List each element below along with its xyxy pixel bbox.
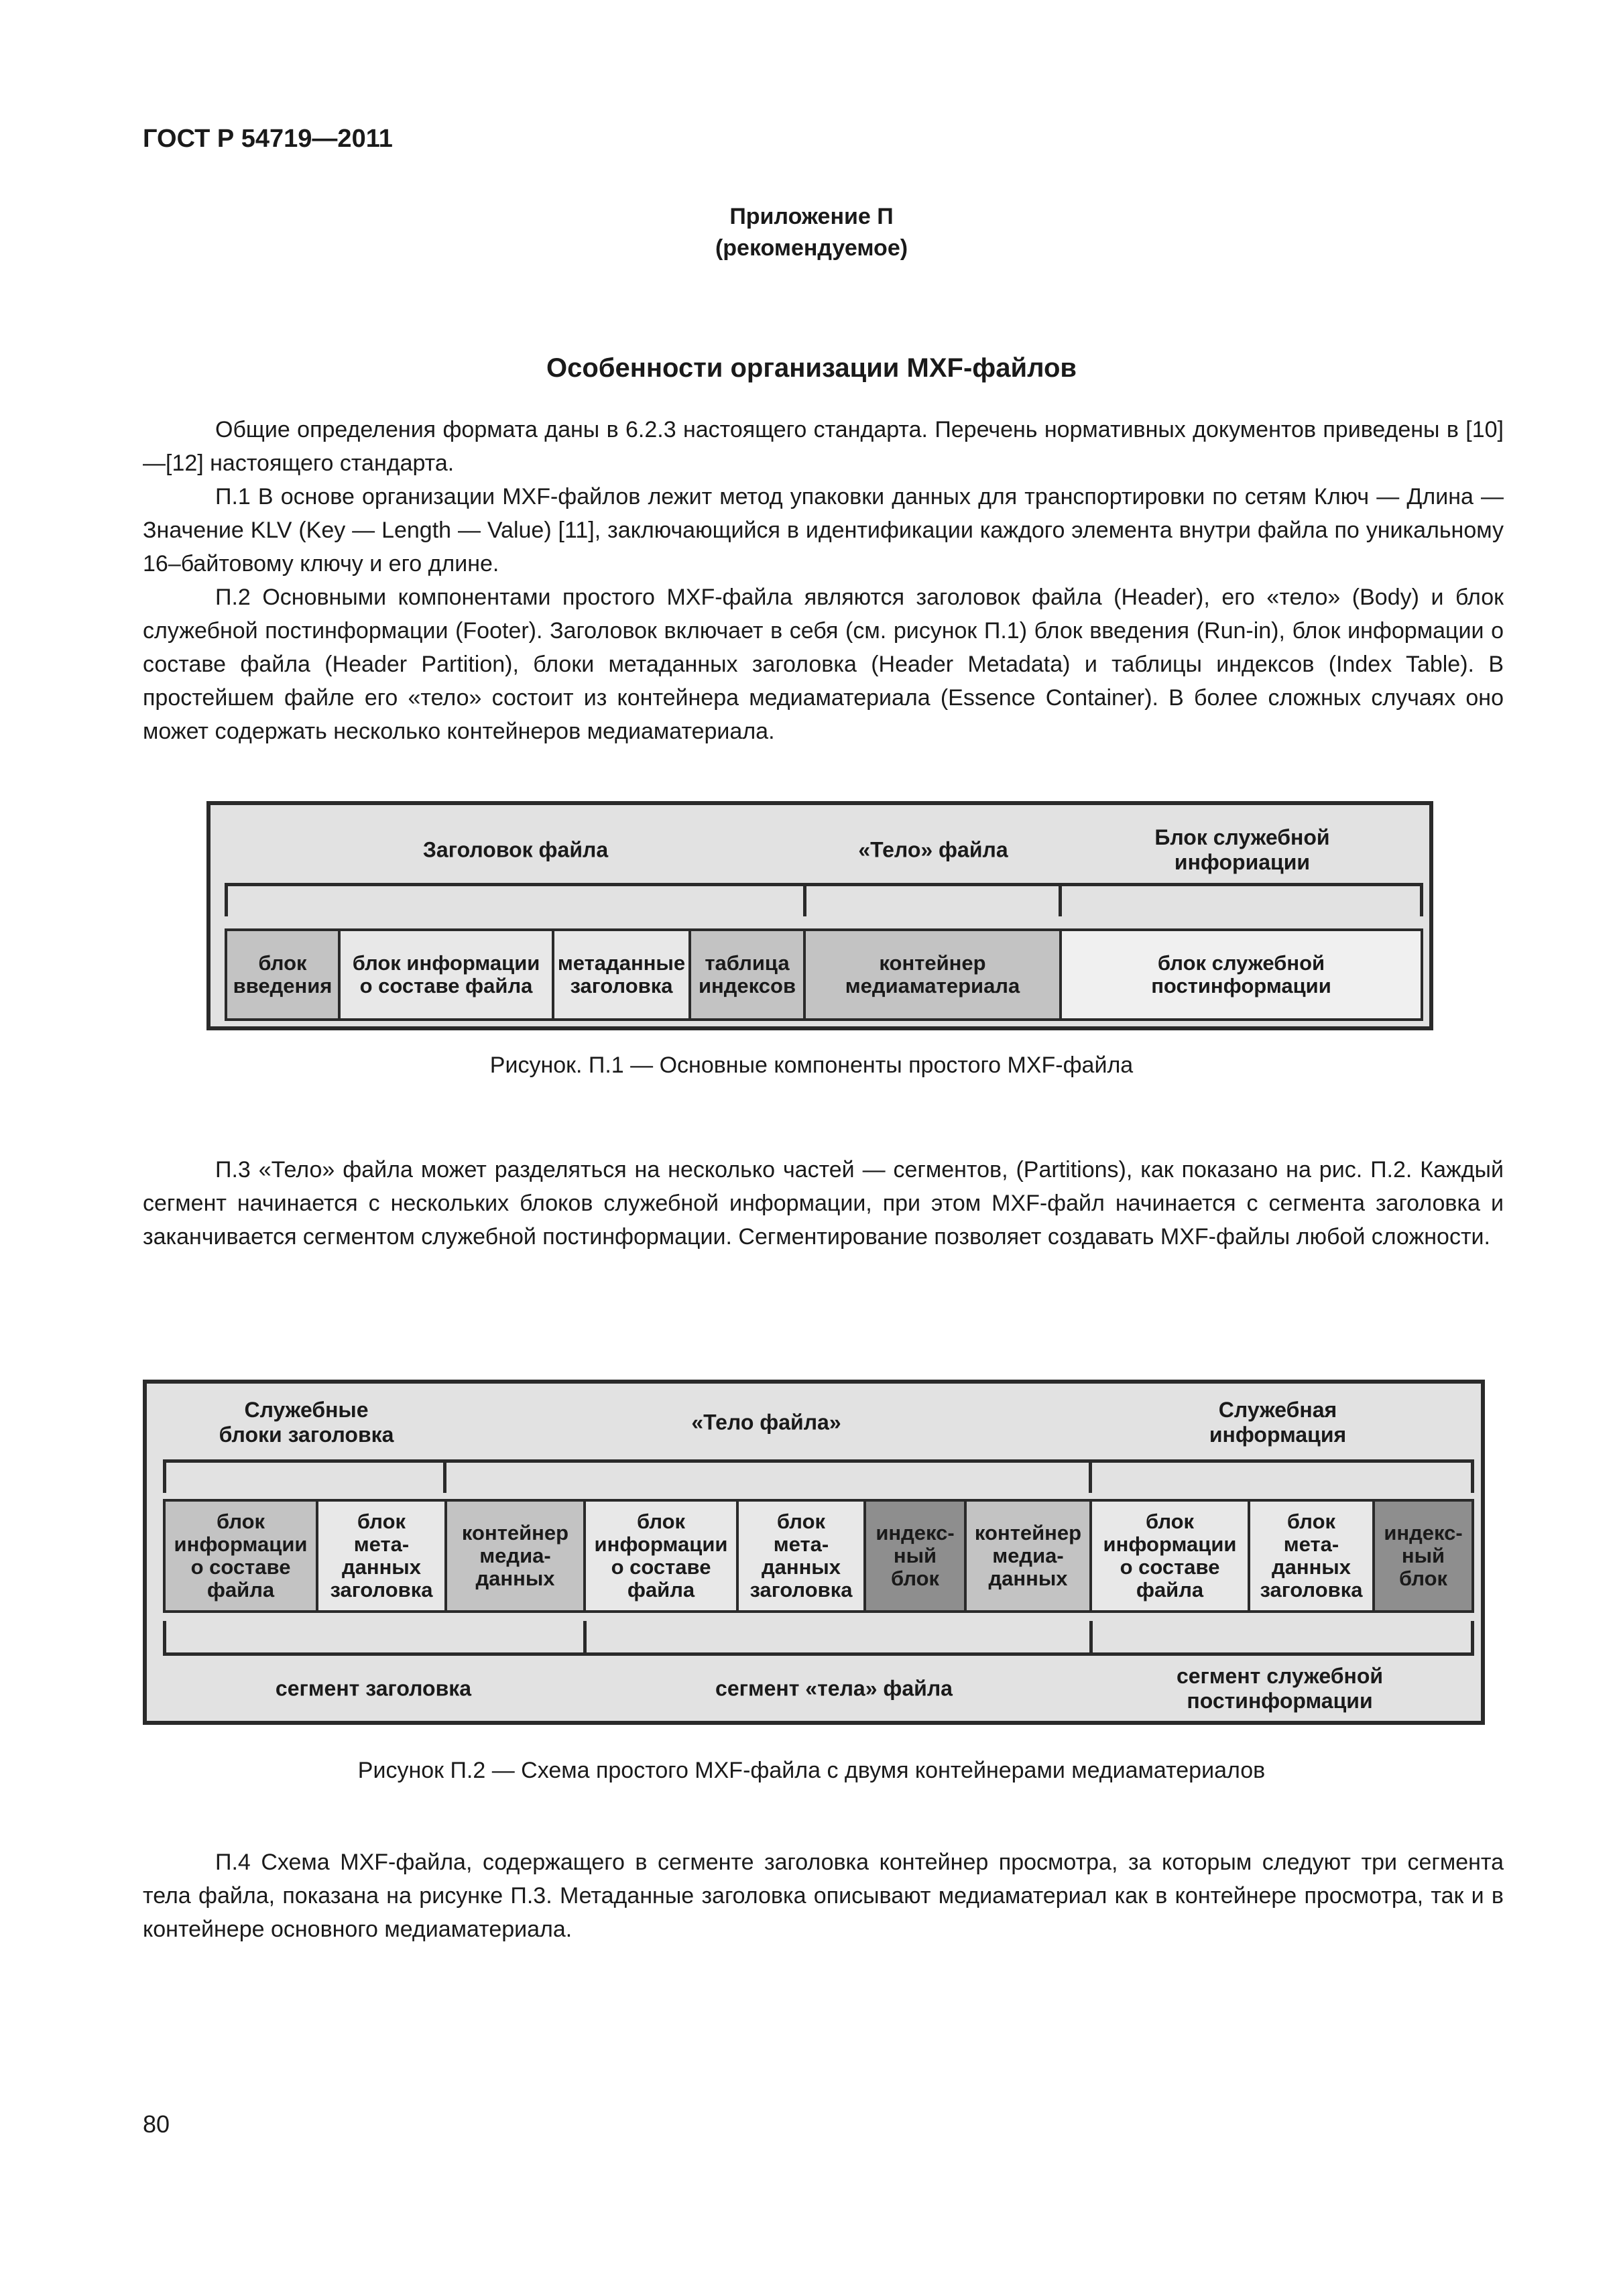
- fig2-bracket-tick: [583, 1621, 587, 1656]
- fig2-cell-partition-info-1: блок информации о составе файла: [163, 1499, 318, 1613]
- fig1-cell-footer: блок служебной постинформации: [1059, 928, 1423, 1021]
- fig2-cell-metadata-3: блок мета- данных заголовка: [1248, 1499, 1375, 1613]
- fig1-bracket-line: [225, 883, 1423, 886]
- fig1-bracket-tick: [225, 883, 228, 916]
- fig2-bracket-tick: [1471, 1459, 1474, 1493]
- fig2-cell-index-1: индекс- ный блок: [863, 1499, 967, 1613]
- fig2-top-bracket-line: [163, 1459, 1474, 1463]
- fig2-segment-header: сегмент заголовка: [275, 1676, 472, 1701]
- appendix-heading: [0, 201, 1623, 264]
- fig1-group-body: «Тело» файла: [858, 837, 1008, 862]
- appendix-subtitle: (рекомендуемое): [715, 235, 908, 261]
- fig1-cell-index-table: таблица индексов: [688, 928, 806, 1021]
- fig2-cell-partition-info-3: блок информации о составе файла: [1089, 1499, 1250, 1613]
- fig1-group-header: Заголовок файла: [422, 837, 609, 862]
- fig1-cell-header-partition: блок информации о составе файла: [338, 928, 554, 1021]
- fig2-bracket-tick: [1471, 1621, 1474, 1656]
- fig2-segment-body: сегмент «тела» файла: [715, 1676, 953, 1701]
- document-id: ГОСТ Р 54719—2011: [143, 125, 393, 153]
- fig2-group-info: Служебная информация: [1209, 1398, 1347, 1447]
- paragraph-p3: П.3 «Тело» файла может разделяться на несколько частей — сегментов, (Partitions), как показано на рис. П.2. Каждый сегмент начинается с нескольких блоков служебной информации, при этом MXF-файл начинается с сегмента заголовка и заканчивается сегментом служебной постинформации. Сегментирование позволяет создавать MXF-файлы любой сложности.: [143, 1157, 1504, 1250]
- fig1-bracket-tick: [803, 883, 806, 916]
- appendix-title: Приложение П: [729, 204, 894, 229]
- figure-1-caption: Рисунок. П.1 — Основные компоненты простого MXF-файла: [489, 1052, 1134, 1078]
- page-number: 80: [143, 2110, 170, 2138]
- section-title: Особенности организации MXF-файлов: [546, 353, 1077, 383]
- fig1-bracket-tick: [1420, 883, 1423, 916]
- fig2-bracket-tick: [1089, 1621, 1093, 1656]
- fig2-bracket-tick: [1089, 1459, 1092, 1493]
- fig1-cell-run-in: блок введения: [225, 928, 341, 1021]
- fig2-cell-container-2: контейнер медиа- данных: [964, 1499, 1092, 1613]
- fig2-group-body: «Тело файла»: [691, 1410, 841, 1435]
- fig1-group-footer: Блок служебной инфориации: [1154, 825, 1330, 874]
- fig2-group-header-blocks: Служебные блоки заголовка: [219, 1398, 394, 1447]
- fig2-bracket-tick: [443, 1459, 446, 1493]
- fig2-bracket-tick: [163, 1621, 166, 1656]
- fig2-bottom-bracket-line: [163, 1652, 1474, 1656]
- paragraph-p4: П.4 Схема MXF-файла, содержащего в сегменте заголовка контейнер просмотра, за которым следуют три сегмента тела файла, показана на рисунке П.3. Метаданные заголовка описывают медиаматериал как в контейнере просмотра, так и в контейнере основного медиаматериала.: [143, 1850, 1504, 1942]
- fig2-cell-container-1: контейнер медиа- данных: [444, 1499, 586, 1613]
- fig1-cell-essence-container: контейнер медиаматериала: [803, 928, 1062, 1021]
- figure-2: [143, 1380, 1485, 1725]
- figure-2-caption: Рисунок П.2 — Схема простого MXF-файла с двумя контейнерами медиаматериалов: [357, 1758, 1266, 1783]
- fig2-cell-index-2: индекс- ный блок: [1372, 1499, 1474, 1613]
- fig1-cell-header-metadata: метаданные заголовка: [552, 928, 691, 1021]
- fig2-cell-metadata-2: блок мета- данных заголовка: [736, 1499, 866, 1613]
- paragraph-intro: Общие определения формата даны в 6.2.3 настоящего стандарта. Перечень нормативных документов приведены в [10]—[12] настоящего стандарта.: [143, 417, 1504, 476]
- fig2-cell-metadata-1: блок мета- данных заголовка: [316, 1499, 447, 1613]
- paragraph-p2: П.2 Основными компонентами простого MXF-файла являются заголовок файла (Header), его «тело» (Body) и блок служебной постинформации (Footer). Заголовок включает в себя (см. рисунок П.1) блок введения (Run-in), блок информации о составе файла (Header Partition), блоки метаданных заголовка (Header Metadata) и таблицы индексов (Index Table). В простейшем файле его «тело» состоит из контейнера медиаматериала (Essence Container). В более сложных случаях оно может содержать несколько контейнеров медиаматериала.: [143, 585, 1504, 744]
- fig2-segment-footer: сегмент служебной постинформации: [1176, 1664, 1384, 1713]
- fig2-cell-partition-info-2: блок информации о составе файла: [583, 1499, 739, 1613]
- fig2-bracket-tick: [163, 1459, 166, 1493]
- fig1-bracket-tick: [1059, 883, 1062, 916]
- figure-1: [206, 801, 1433, 1030]
- paragraph-p1: П.1 В основе организации MXF-файлов лежит метод упаковки данных для транспортировки по сетям Ключ — Длина — Значение KLV (Key — Length — Value) [11], заключающийся в идентификации каждого элемента внутри файла по уникальному 16–байтовому ключу и его длине.: [143, 484, 1504, 577]
